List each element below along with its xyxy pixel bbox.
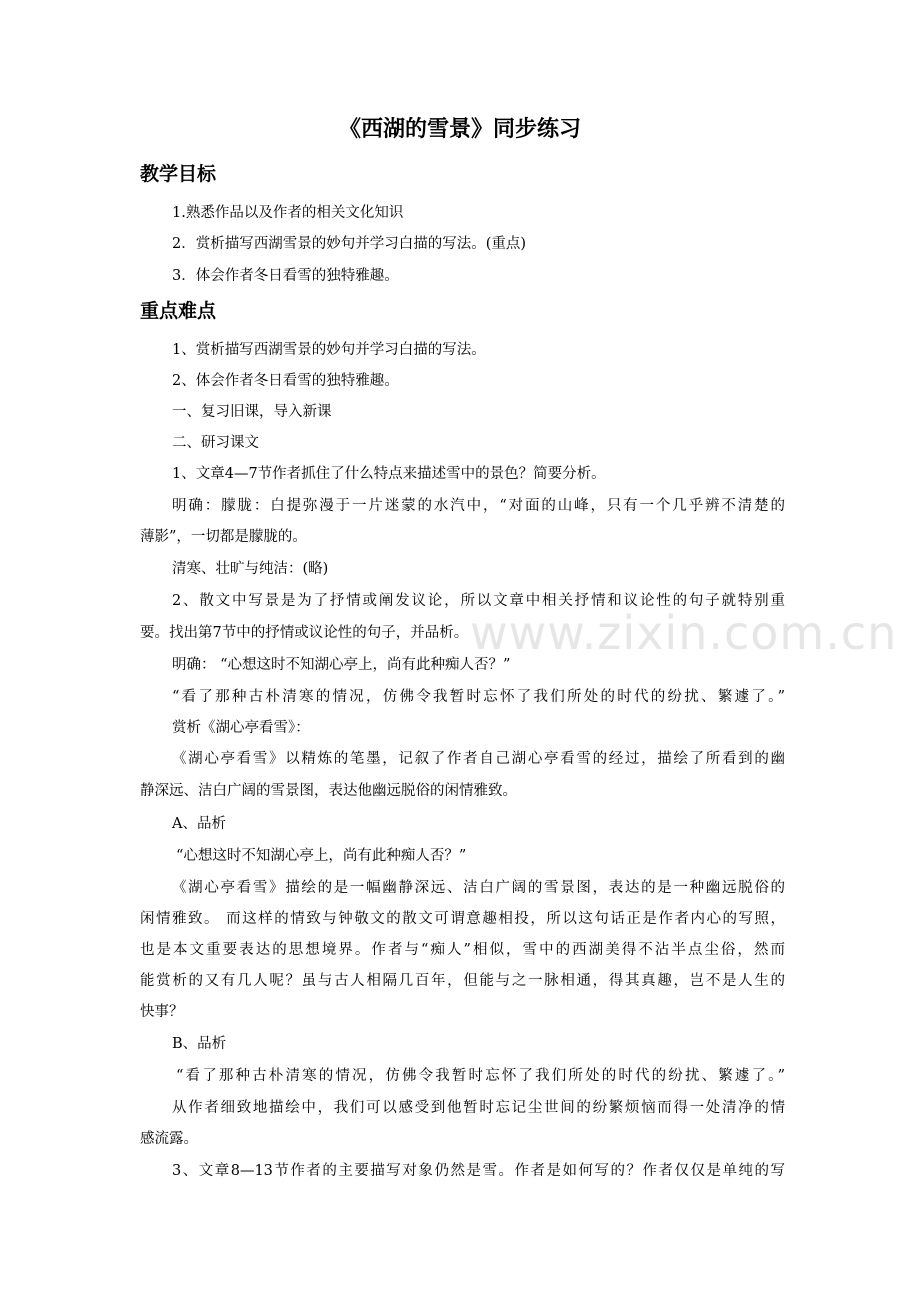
paragraph-line: 《湖心亭看雪》描绘的是一幅幽静深远、洁白广阔的雪景图，表达的是一种幽远脱俗的 [172,880,785,896]
paragraph-line: 1.熟悉作品以及作者的相关文化知识 [172,205,404,221]
paragraph-line: 静深远、洁白广阔的雪景图，表达他幽远脱俗的闲情雅致。 [140,783,517,799]
paragraph-line: “看了那种古朴清寒的情况，仿佛令我暂时忘怀了我们所处的时代的纷扰、繁遽了。” [176,1068,785,1084]
paragraph-line: 2、散文中写景是为了抒情或阐发议论，所以文章中相关抒情和议论性的句子就特别重 [172,593,785,609]
section-heading-objectives: 教学目标 [140,163,217,185]
paragraph-line: 3、文章8—13节作者的主要描写对象仍然是雪。作者是如何写的？作者仅仅是单纯的写 [172,1163,785,1179]
paragraph-line: 明确： “心想这时不知湖心亭上，尚有此种痴人否？” [172,657,511,673]
paragraph-line: “看了那种古朴清寒的情况，仿佛令我暂时忘怀了我们所处的时代的纷扰、繁遽了。” [172,689,785,705]
paragraph-line: 二、研习课文 [172,435,259,451]
paragraph-line: 薄影”，一切都是朦胧的。 [140,529,307,545]
paragraph-line: 能赏析的又有几人呢？虽与古人相隔几百年，但能与之一脉相通，得其真趣，岂不是人生的 [140,973,785,989]
paragraph-line: 赏析《湖心亭看雪》： [172,720,310,736]
paragraph-line: 2．赏析描写西湖雪景的妙句并学习白描的写法。(重点) [172,236,527,252]
paragraph-line: 3．体会作者冬日看雪的独特雅趣。 [172,268,399,284]
paragraph-line: 2、体会作者冬日看雪的独特雅趣。 [172,373,399,389]
watermark: www.zixin.com.cn [470,606,898,660]
document-title: 《西湖的雪景》同步练习 [338,117,581,142]
paragraph-line: “心想这时不知湖心亭上，尚有此种痴人否？” [176,848,467,864]
paragraph-line: 闲情雅致。 而这样的情致与钟敬文的散文可谓意趣相投，所以这句话正是作者内心的写照， [140,911,785,927]
paragraph-line: 要。找出第7节中的抒情或议论性的句子，并品析。 [140,625,469,641]
paragraph-line: 明确：朦胧：白提弥漫于一片迷蒙的水汽中，“对面的山峰，只有一个几乎辨不清楚的 [172,498,785,514]
paragraph-line: 1、赏析描写西湖雪景的妙句并学习白描的写法。 [172,342,486,358]
section-heading-key-points: 重点难点 [140,300,217,322]
paragraph-line: 一、复习旧课，导入新课 [172,404,332,420]
paragraph-line: A、品析 [172,816,226,832]
paragraph-line: 快事？ [140,1004,184,1020]
paragraph-line: 1、文章4—7节作者抓住了什么特点来描述雪中的景色？简要分析。 [172,466,606,482]
paragraph-line: 也是本文重要表达的思想境界。作者与“痴人”相似，雪中的西湖美得不沾半点尘俗，然而 [140,942,785,958]
paragraph-line: 清寒、壮旷与纯洁：(略) [172,561,329,577]
paragraph-line: 《湖心亭看雪》以精炼的笔墨，记叙了作者自己湖心亭看雪的经过，描绘了所看到的幽 [172,751,785,767]
paragraph-line: 感流露。 [140,1131,198,1147]
paragraph-line: 从作者细致地描绘中，我们可以感受到他暂时忘记尘世间的纷繁烦恼而得一处清净的情 [172,1100,785,1116]
paragraph-line: B、品析 [172,1036,227,1052]
